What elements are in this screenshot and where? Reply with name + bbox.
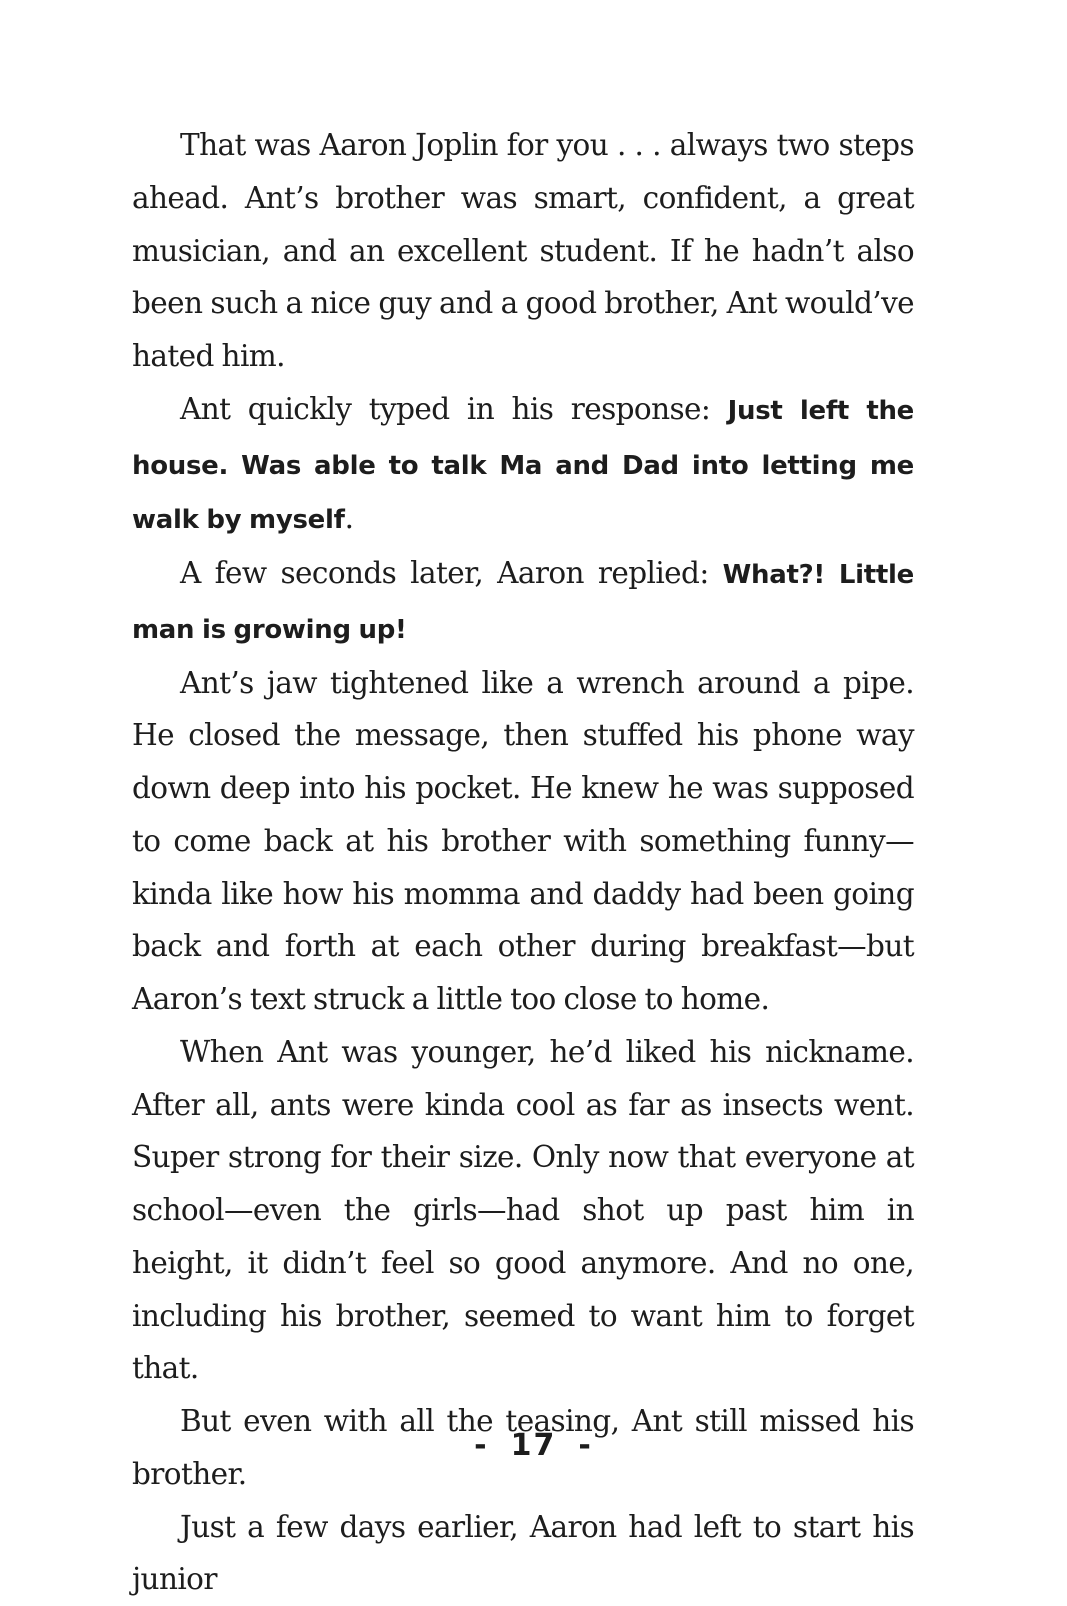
narration-text: A few seconds later, Aaron replied:	[180, 556, 723, 590]
paragraph-1	[132, 119, 914, 383]
body-text	[132, 119, 914, 1606]
narration-text: When Ant was younger, he’d liked his nickname. After all, ants were kinda cool as far as insects went. Super strong for their size. Only now that everyone at school—even the girls—had shot up past him in height, it didn’t feel so good anymore. And no one, including his brother, seemed to want him to forget that.	[132, 1035, 914, 1386]
paragraph-4	[132, 657, 914, 1026]
page-number	[0, 1428, 1067, 1463]
narration-text: Just a few days earlier, Aaron had left to start his junior	[132, 1510, 914, 1597]
page-number-value: 17	[511, 1428, 557, 1463]
paragraph-2	[132, 383, 914, 547]
text-message: What?! Little man is growing up!	[132, 560, 914, 645]
paragraph-7	[132, 1501, 914, 1606]
narration-text: Ant’s jaw tightened like a wrench around a pipe. He closed the message, then stuffed his phone way down deep into his pocket. He knew he was supposed to come back at his brother with something funny—kinda like how his momma and daddy had been going back and forth at each other during breakfast—but Aaron’s text struck a little too close to home.	[132, 666, 914, 1017]
narration-text: .	[345, 501, 354, 535]
page-number-dash-left: -	[474, 1428, 488, 1463]
page-number-dash-right: -	[578, 1428, 592, 1463]
paragraph-3	[132, 547, 914, 657]
narration-text: That was Aaron Joplin for you . . . always two steps ahead. Ant’s brother was smart, confident, a great musician, and an excellent student. If he hadn’t also been such a nice guy and a good brother, Ant would’ve hated him.	[132, 128, 914, 373]
text-message: Just left the house. Was able to talk Ma and Dad into letting me walk by myself	[132, 396, 914, 536]
narration-text: But even with all the teasing, Ant still missed his brother.	[132, 1404, 914, 1491]
narration-text: Ant quickly typed in his response:	[180, 392, 728, 426]
paragraph-5	[132, 1026, 914, 1395]
